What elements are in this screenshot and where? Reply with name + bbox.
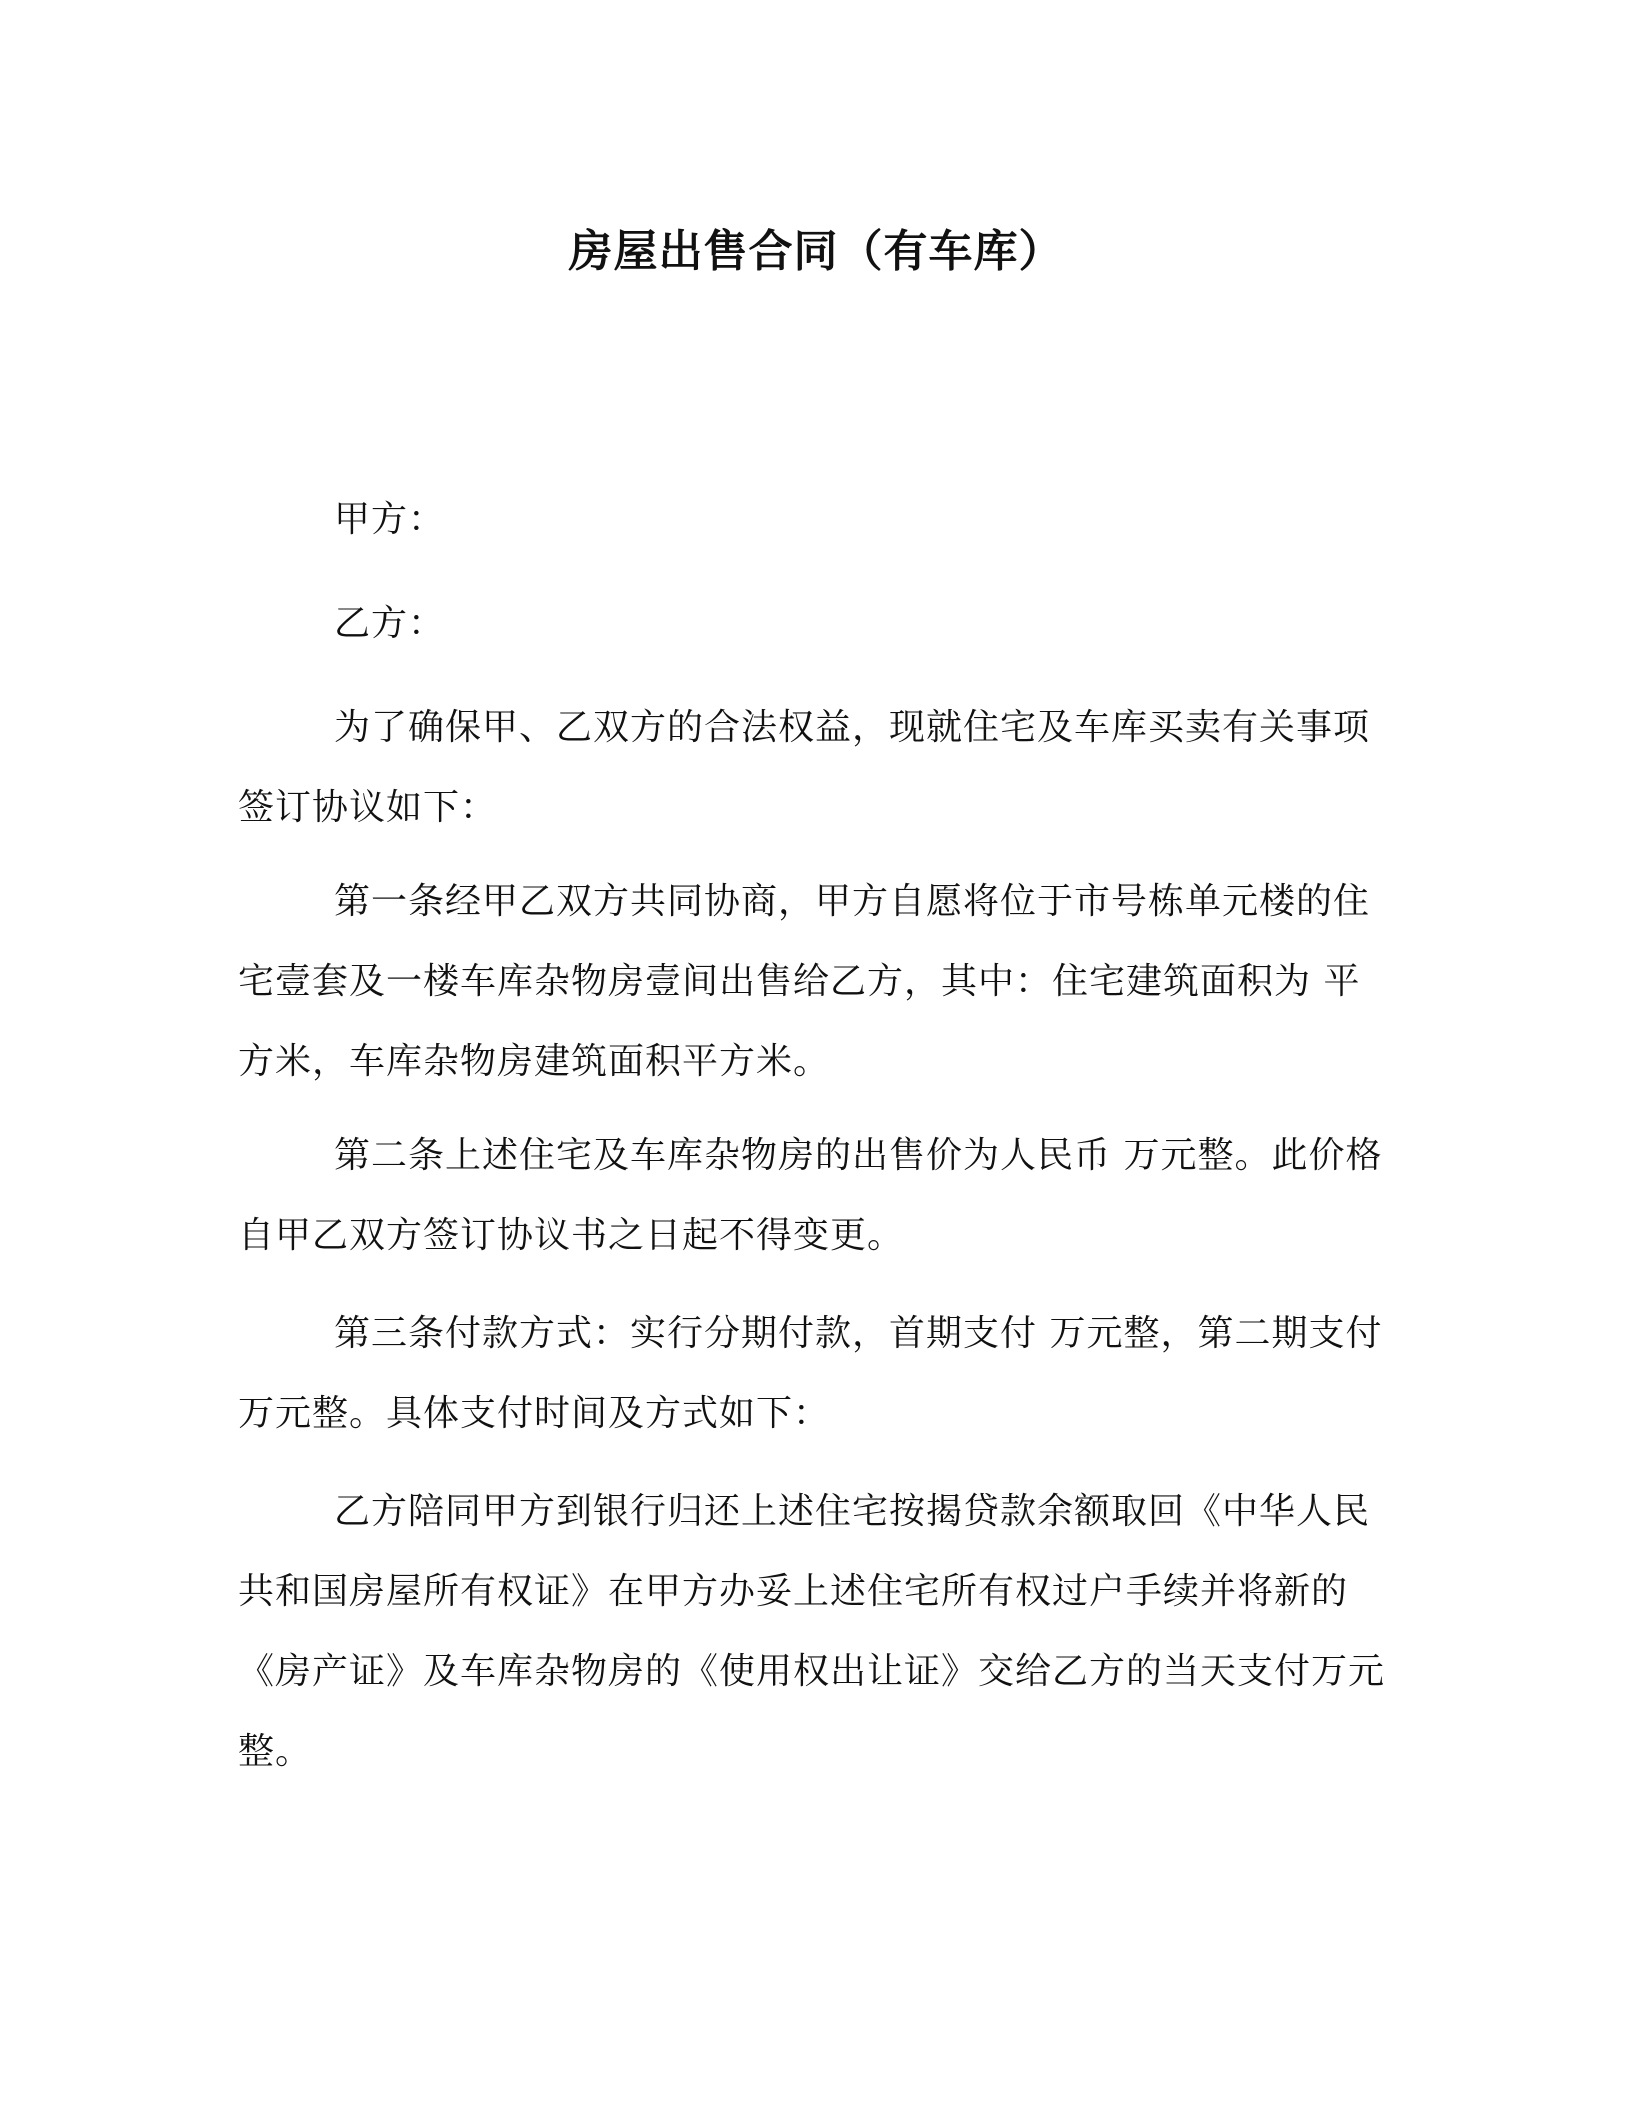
document-title: 房屋出售合同（有车库） — [568, 226, 1064, 277]
party-a-line: 甲方： — [334, 499, 446, 540]
article-1-paragraph: 第一条经甲乙双方共同协商，甲方自愿将位于市号栋单元楼的住宅壹套及一楼车库杂物房壹间出售给乙方，其中：住宅建筑面积为 平方米，车库杂物房建筑面积平方米。 — [238, 881, 1371, 1082]
article-3-paragraph: 第三条付款方式：实行分期付款，首期支付 万元整，第二期支付万元整。具体支付时间及方式如下： — [238, 1313, 1383, 1434]
payment-detail-paragraph: 乙方陪同甲方到银行归还上述住宅按揭贷款余额取回《中华人民共和国房屋所有权证》在甲方办妥上述住宅所有权过户手续并将新的《房产证》及车库杂物房的《使用权出让证》交给乙方的当天支付万元整。 — [238, 1491, 1386, 1772]
article-2-paragraph: 第二条上述住宅及车库杂物房的出售价为人民币 万元整。此价格自甲乙双方签订协议书之日起不得变更。 — [238, 1135, 1383, 1256]
party-b-line: 乙方： — [334, 603, 446, 644]
intro-paragraph: 为了确保甲、乙双方的合法权益，现就住宅及车库买卖有关事项签订协议如下： — [238, 707, 1371, 828]
